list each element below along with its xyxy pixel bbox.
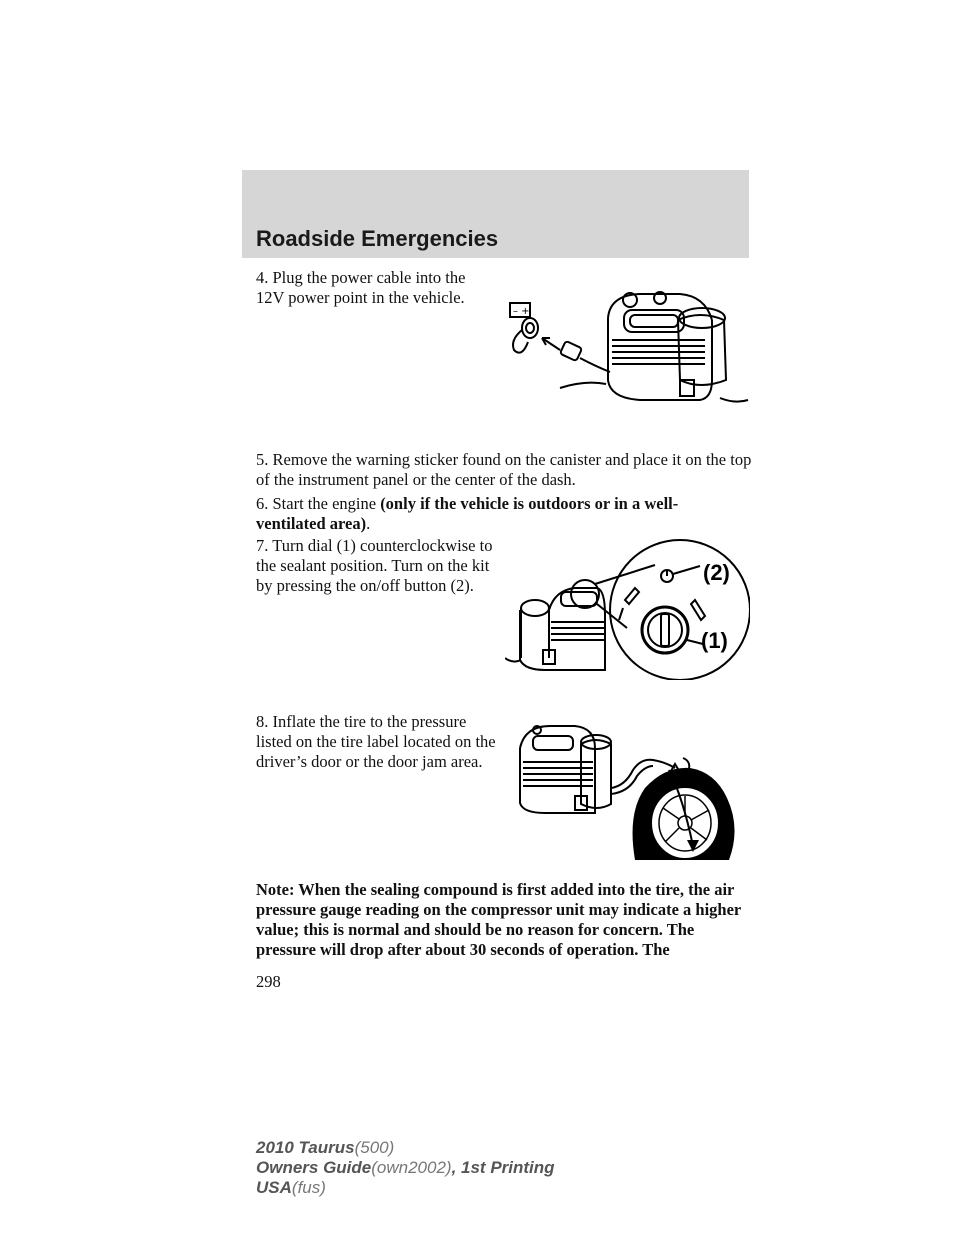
callout-2: (2) — [703, 560, 730, 585]
step-7: 7. Turn dial (1) counterclockwise to the sealant position. Turn on the kit by pressing the on/off button (2). — [256, 536, 493, 595]
footer-region-code: (fus) — [291, 1178, 326, 1197]
step-8: 8. Inflate the tire to the pressure listed on the tire label located on the driver’s door or the door jam area. — [256, 712, 496, 771]
footer-region: USA — [256, 1178, 292, 1197]
step-6-text: 6. Start the engine — [256, 494, 381, 513]
compressor-power-illustration — [500, 280, 750, 415]
footer-guide-code: (own2002) — [371, 1158, 452, 1177]
tire-inflation-illustration — [515, 718, 745, 868]
step-6-warning: (only if the vehicle is outdoors or in a well-ventilated area) — [256, 494, 679, 533]
footer-printing: , 1st Printing — [451, 1158, 555, 1177]
section-header — [242, 170, 749, 258]
step-6-end: . — [366, 514, 371, 533]
print-footer — [256, 1138, 555, 1198]
section-title: Roadside Emergencies — [256, 226, 499, 251]
footer-model-code: (500) — [354, 1138, 395, 1157]
callout-1: (1) — [701, 628, 728, 653]
footer-guide: Owners Guide — [256, 1158, 372, 1177]
footer-model: 2010 Taurus — [256, 1138, 355, 1157]
step-5: 5. Remove the warning sticker found on the canister and place it on the top of the instrument panel or the center of the dash. — [256, 450, 752, 489]
step-6 — [256, 494, 736, 534]
battery-symbol: – + — [513, 306, 530, 317]
dial-button-illustration — [505, 530, 750, 680]
step-4: 4. Plug the power cable into the 12V power point in the vehicle. — [256, 268, 466, 307]
page-number: 298 — [256, 972, 281, 991]
note-paragraph: Note: When the sealing compound is first added into the tire, the air pressure gauge reading on the compressor unit may indicate a higher value; this is normal and should be no reason for concern. The pressure will drop after about 30 seconds of operation. The — [256, 880, 741, 959]
